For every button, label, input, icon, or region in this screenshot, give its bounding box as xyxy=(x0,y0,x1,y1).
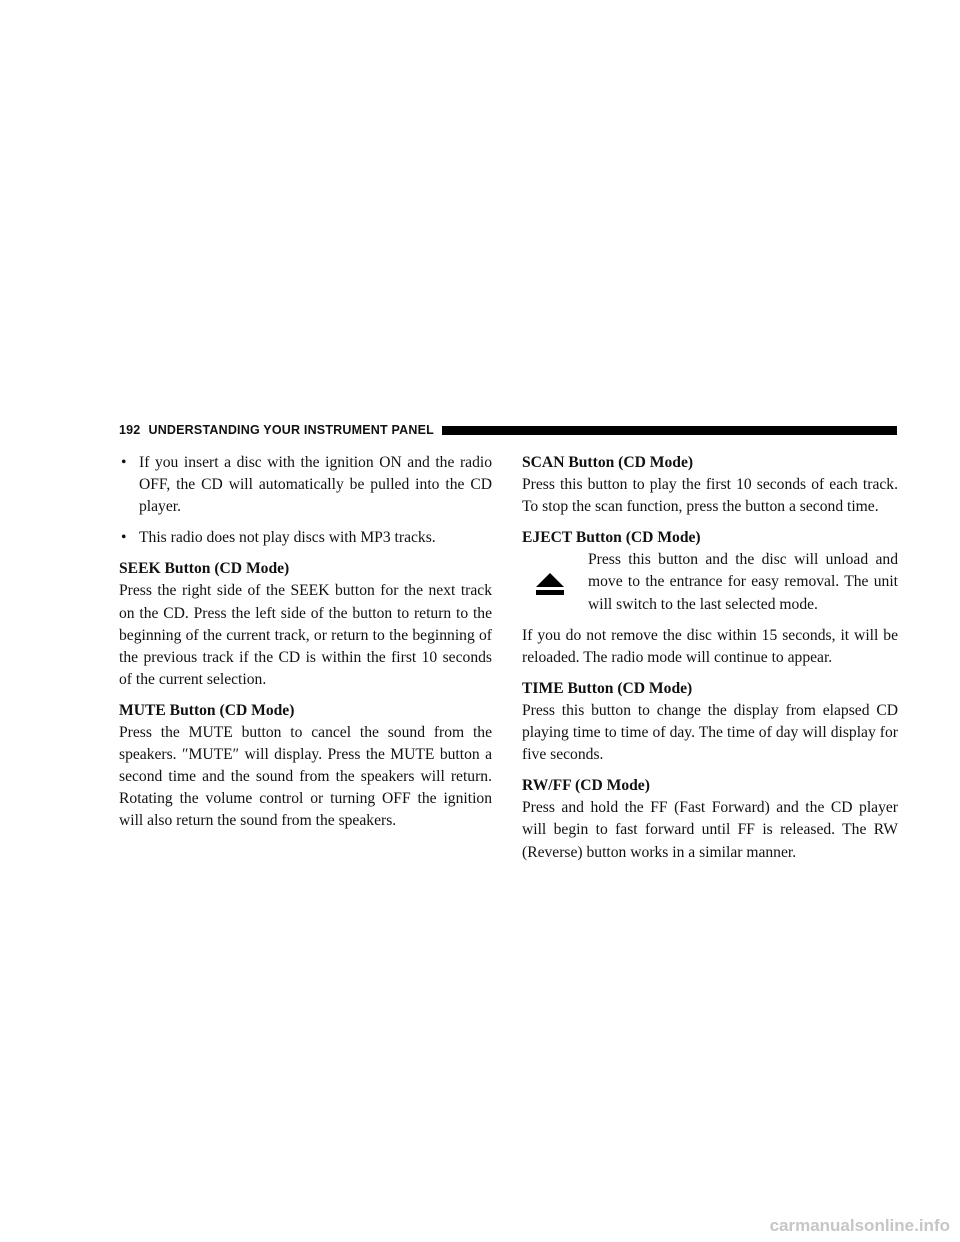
list-item xyxy=(119,527,492,549)
page-header xyxy=(119,422,897,438)
rwff-heading: RW/FF (CD Mode) xyxy=(522,777,650,795)
rwff-body: Press and hold the FF (Fast Forward) and the CD player will begin to fast forward until FF is released. The RW (Reverse) button works in a similar manner. xyxy=(522,799,898,861)
eject-followup: If you do not remove the disc within 15 seconds, it will be reloaded. The radio mode will continue to appear. xyxy=(522,626,898,666)
bullet-text: This radio does not play discs with MP3 tracks. xyxy=(139,529,436,547)
watermark: carmanualsonline.info xyxy=(769,1216,950,1235)
eject-icon xyxy=(522,549,588,602)
header-rule xyxy=(442,426,897,435)
eject-body: Press this button and the disc will unload and move to the entrance for easy removal. The unit will switch to the last selected mode. xyxy=(588,551,898,613)
scan-body: Press this button to play the first 10 seconds of each track. To stop the scan function, press the button a second time. xyxy=(522,476,898,516)
scan-heading: SCAN Button (CD Mode) xyxy=(522,454,694,471)
eject-block xyxy=(522,549,898,615)
bullet-icon: • xyxy=(121,454,127,471)
time-body: Press this button to change the display from elapsed CD playing time to time of day. The time of day will display for five seconds. xyxy=(522,701,898,764)
eject-heading: EJECT Button (CD Mode) xyxy=(522,529,701,547)
left-column xyxy=(119,452,492,842)
right-column xyxy=(522,452,898,873)
bullet-icon: • xyxy=(121,529,127,547)
list-item xyxy=(119,452,492,518)
seek-body: Press the right side of the SEEK button for the next track on the CD. Press the left side of the button to return to the beginning of the current track, or return to the beginning of the previous track if the CD is within the first 10 seconds of the current selection. xyxy=(119,582,492,688)
time-heading: TIME Button (CD Mode) xyxy=(522,679,693,697)
bullet-text: If you insert a disc with the ignition ON and the radio OFF, the CD will automatically be pulled into the CD player. xyxy=(139,454,492,516)
section-title: UNDERSTANDING YOUR INSTRUMENT PANEL xyxy=(148,423,434,437)
mute-body: Press the MUTE button to cancel the sound from the speakers. ″MUTE″ will display. Press the MUTE button a second time and the sound from the speakers will return. Rotating the volume control or turning OFF the ignition will also return the sound from the speakers. xyxy=(119,724,492,830)
mute-heading: MUTE Button (CD Mode) xyxy=(119,701,295,719)
seek-heading: SEEK Button (CD Mode) xyxy=(119,560,290,578)
page-number: 192 xyxy=(119,423,141,437)
